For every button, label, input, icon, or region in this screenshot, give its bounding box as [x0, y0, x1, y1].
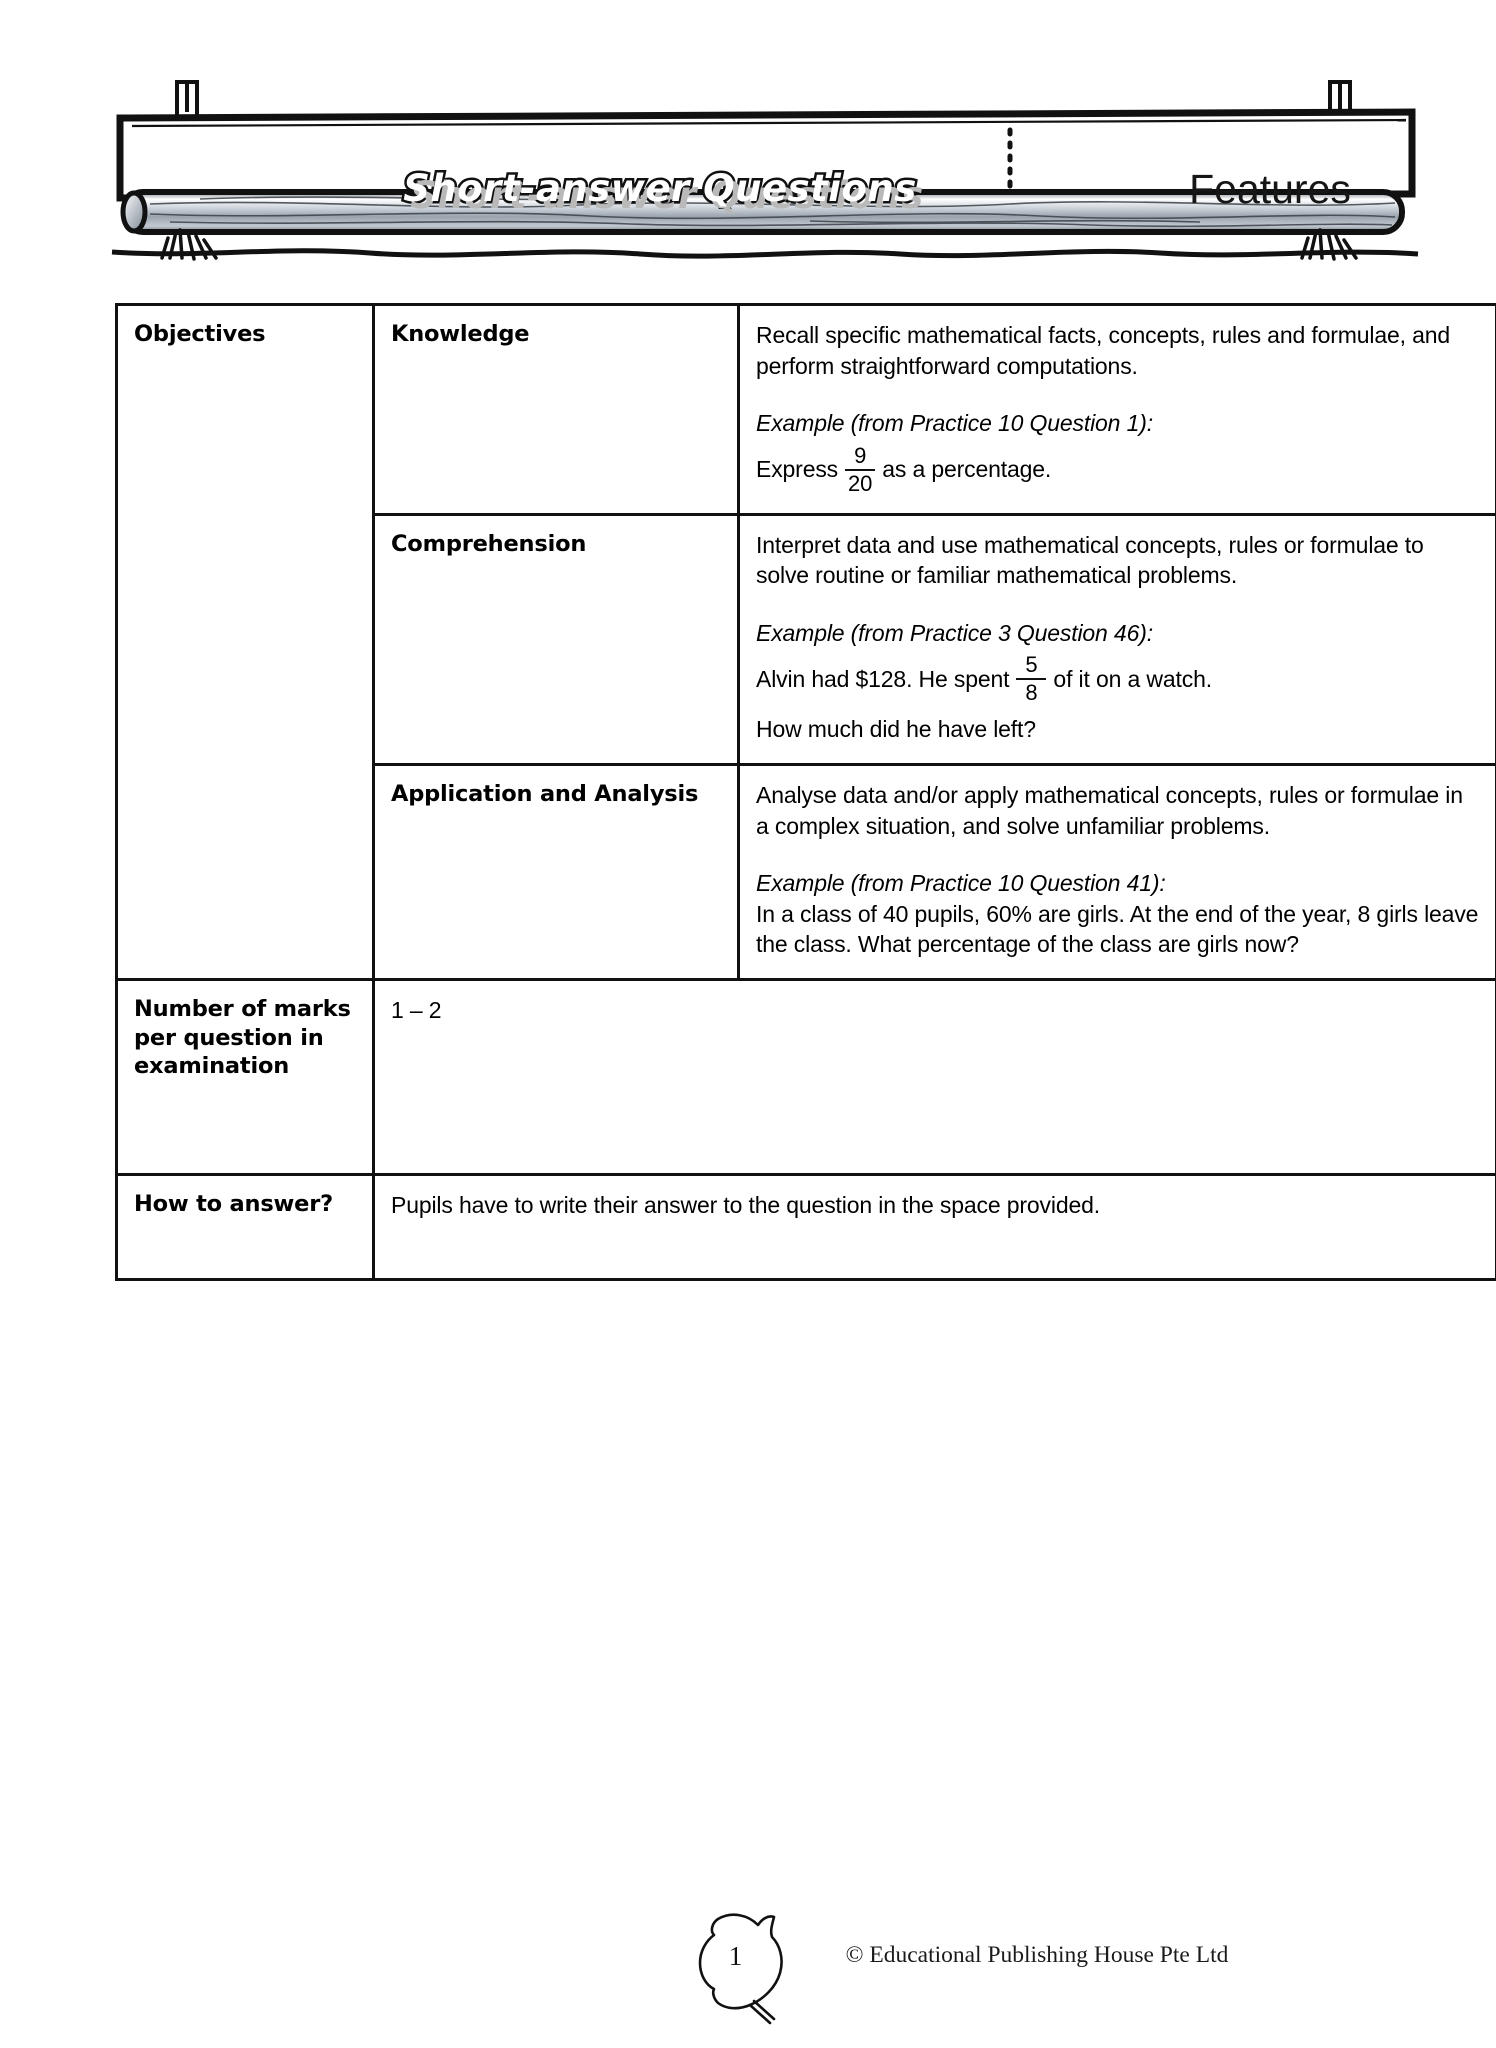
example-label: Example (from Practice 10 Question 1): — [756, 410, 1153, 437]
ground-line — [112, 251, 1418, 256]
specification-table-wrapper — [115, 303, 1479, 1281]
table-row — [117, 305, 1496, 515]
subrow-content-application-and-analysis — [739, 765, 1496, 980]
fraction-denominator: 20 — [848, 470, 873, 496]
example-text-extra: How much did he have left? — [756, 716, 1036, 743]
row-label-how-to-answer: How to answer? — [117, 1174, 374, 1279]
description-text: Interpret data and use mathematical concepts, rules or formulae to solve routine or familiar mathematical problems. — [756, 531, 1424, 589]
subrow-content-comprehension — [739, 514, 1496, 764]
spacer — [756, 591, 1479, 618]
page-header-banner — [110, 62, 1420, 262]
fraction-numerator: 9 — [854, 442, 867, 468]
example-expression — [756, 442, 1479, 496]
fraction-numerator: 5 — [1025, 652, 1038, 678]
example-label: Example (from Practice 3 Question 46): — [756, 619, 1153, 646]
spacer — [756, 841, 1479, 868]
example-label: Example (from Practice 10 Question 41): — [756, 870, 1166, 897]
row-label-objectives: Objectives — [117, 305, 374, 980]
spacer — [756, 381, 1479, 408]
subrow-label-application-and-analysis: Application and Analysis — [374, 765, 739, 980]
banner-illustration — [110, 62, 1420, 262]
row-label-number-of-marks: Number of marks per question in examination — [117, 979, 374, 1174]
page-footer — [0, 1905, 1496, 2035]
copyright-text: © Educational Publishing House Pte Ltd — [845, 1942, 1229, 1968]
example-text-before: Express — [756, 456, 839, 483]
row-value-number-of-marks: 1 – 2 — [374, 979, 1496, 1174]
description-text: Recall specific mathematical facts, concepts, rules and formulae, and perform straightforward computations. — [756, 322, 1451, 379]
fraction-5-8 — [1016, 654, 1046, 704]
example-text-plain: In a class of 40 pupils, 60% are girls. At the end of the year, 8 girls leave the class. What percentage of the class are girls now? — [756, 900, 1479, 958]
subrow-label-knowledge: Knowledge — [374, 305, 739, 515]
example-text-after: as a percentage. — [882, 456, 1052, 483]
fraction-denominator: 8 — [1025, 680, 1038, 706]
section-label: Features — [1189, 166, 1351, 212]
subrow-content-knowledge — [739, 305, 1496, 515]
table-row — [117, 979, 1496, 1174]
fraction-9-20 — [845, 442, 875, 496]
example-text-after: of it on a watch. — [1053, 665, 1212, 692]
example-text-before: Alvin had $128. He spent — [756, 665, 1010, 692]
description-text: Analyse data and/or apply mathematical concepts, rules or formulae in a complex situation, and solve unfamiliar problems. — [756, 782, 1463, 839]
specification-table — [115, 303, 1496, 1281]
example-expression — [756, 654, 1479, 704]
subrow-label-comprehension: Comprehension — [374, 514, 739, 764]
table-row — [117, 1174, 1496, 1279]
page-number: 1 — [728, 1941, 743, 1971]
page-title: Short-answer Questions — [403, 167, 917, 210]
row-value-how-to-answer: Pupils have to write their answer to the question in the space provided. — [374, 1174, 1496, 1279]
